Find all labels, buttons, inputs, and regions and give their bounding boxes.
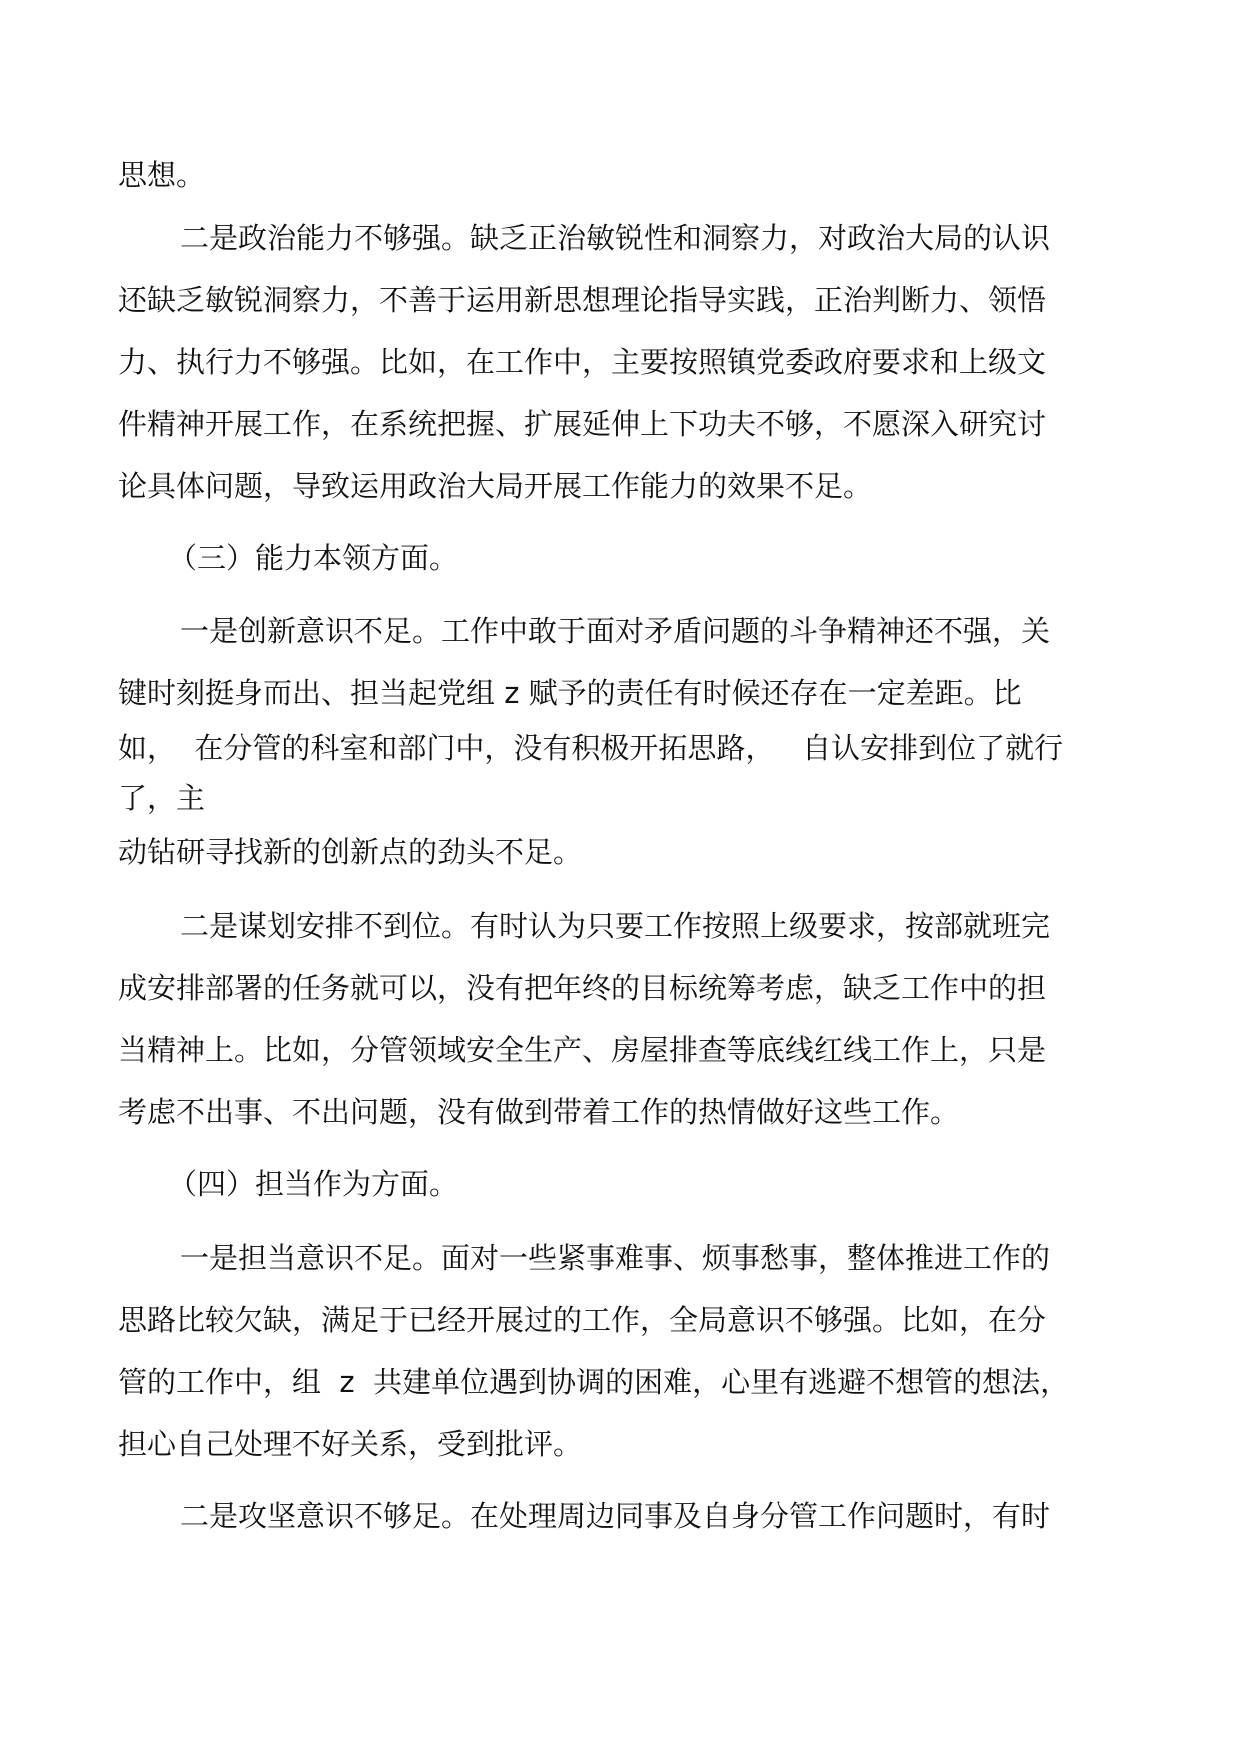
text-line: 论具体问题，导致运用政治大局开展工作能力的效果不足。 (118, 469, 873, 503)
text-line: 还缺乏敏锐洞察力，不善于运用新思想理论指导实践，正治判断力、领悟 (118, 283, 1047, 317)
text-line: 键时刻挺身而出、担当起党组 z 赋予的责任有时候还存在一定差距。比 (118, 676, 1022, 710)
text-line: 了，主 (118, 781, 206, 815)
text-line: 担心自己处理不好关系，受到批评。 (118, 1427, 583, 1461)
text-line: 思想。 (118, 158, 206, 192)
text-line: 动钻研寻找新的创新点的劲头不足。 (118, 835, 583, 869)
text-line: 二是政治能力不够强。缺乏正治敏锐性和洞察力，对政治大局的认识 (180, 221, 1051, 255)
text-line: 二是攻坚意识不够足。在处理周边同事及自身分管工作问题时，有时 (180, 1499, 1051, 1533)
text-line: 管的工作中，组 z 共建单位遇到协调的困难，心里有逃避不想管的想法， (118, 1365, 1070, 1399)
text-line: 考虑不出事、不出问题，没有做到带着工作的热情做好这些工作。 (118, 1095, 960, 1129)
text-line: 力、执行力不够强。比如，在工作中，主要按照镇党委政府要求和上级文 (118, 345, 1047, 379)
text-line: 一是担当意识不足。面对一些紧事难事、烦事愁事，整体推进工作的 (180, 1241, 1051, 1275)
text-line: 一是创新意识不足。工作中敢于面对矛盾问题的斗争精神还不强，关 (180, 614, 1051, 648)
text-line: 如， 在分管的科室和部门中，没有积极开拓思路， 自认安排到位了就行 (118, 731, 1064, 765)
text-line: 当精神上。比如，分管领域安全生产、房屋排查等底线红线工作上，只是 (118, 1033, 1047, 1067)
section-heading: （四）担当作为方面。 (168, 1167, 459, 1201)
text-line: 件精神开展工作，在系统把握、扩展延伸上下功夫不够，不愿深入研究讨 (118, 407, 1047, 441)
text-line: 成安排部署的任务就可以，没有把年终的目标统筹考虑，缺乏工作中的担 (118, 971, 1047, 1005)
section-heading: （三）能力本领方面。 (168, 541, 459, 575)
text-line: 二是谋划安排不到位。有时认为只要工作按照上级要求，按部就班完 (180, 909, 1051, 943)
text-line: 思路比较欠缺，满足于已经开展过的工作，全局意识不够强。比如，在分 (118, 1303, 1047, 1337)
